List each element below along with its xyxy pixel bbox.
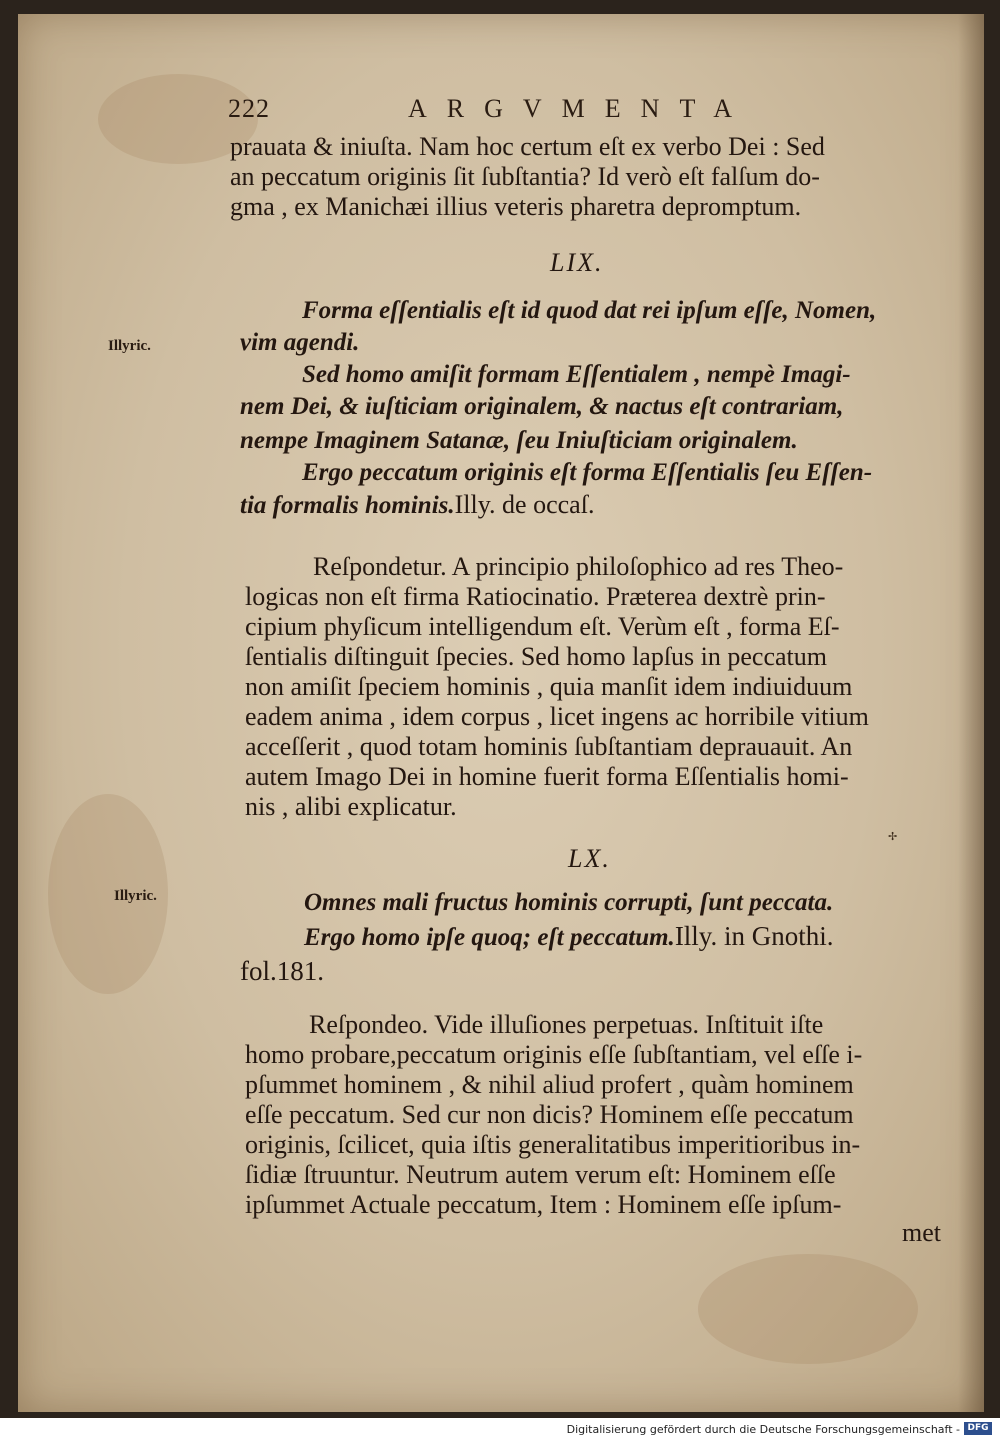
response-line: homo probare,peccatum originis eſſe ſubſtantiam, vel eſſe i- [245, 1040, 863, 1069]
response-line: ipſummet Actuale peccatum, Item : Hominem eſſe ipſum- [245, 1190, 842, 1219]
argument-line: Forma eſſentialis eſt id quod dat rei ipſum eſſe, Nomen, [302, 297, 877, 324]
argument-italic-text: Ergo homo ipſe quoq; eſt peccatum. [304, 924, 675, 951]
argument-line: vim agendi. [240, 329, 360, 356]
funding-credit: Digitalisierung gefördert durch die Deutsche Forschungsgemeinschaft - [566, 1423, 960, 1436]
response-line: ſentialis diſtinguit ſpecies. Sed homo lapſus in peccatum [245, 642, 828, 671]
response-line: originis, ſcilicet, quia iſtis generalitatibus imperitioribus in- [245, 1130, 861, 1159]
response-line: acceſſerit , quod totam hominis ſubſtantiam deprauauit. An [245, 732, 853, 761]
text-line: gma , ex Manichæi illius veteris pharetra depromptum. [230, 192, 802, 221]
margin-note: Illyric. [108, 338, 151, 354]
dfg-logo: DFG [964, 1422, 992, 1435]
response-lix [245, 552, 869, 822]
argument-line-conclusion [240, 488, 876, 522]
argument-lix [240, 296, 876, 522]
response-line: eſſe peccatum. Sed cur non dicis? Hominem eſſe peccatum [245, 1100, 854, 1129]
response-line: Reſpondetur. A principio philoſophico ad res Theo- [313, 552, 844, 581]
response-lx [245, 1010, 862, 1220]
page-header [228, 94, 758, 130]
citation-text: fol.181. [240, 956, 324, 986]
argument-line: Ergo peccatum originis eſt forma Eſſentialis ſeu Eſſen- [302, 459, 873, 486]
response-line: nis , alibi explicatur. [245, 792, 457, 821]
argument-line: Sed homo amiſit formam Eſſentialem , nempè Imagi- [302, 361, 851, 388]
argument-line: nem Dei, & iuſticiam originalem, & nactus eſt contrariam, [240, 393, 844, 420]
page-number: 222 [228, 94, 270, 123]
catchword: met [902, 1218, 941, 1247]
response-line: non amiſit ſpeciem hominis , quia manſit idem indiuiduum [245, 672, 853, 701]
paper-stain [698, 1254, 918, 1364]
section-heading-lix: LIX. [550, 248, 604, 277]
response-line: pſummet hominem , & nihil aliud profert , quàm hominem [245, 1070, 854, 1099]
argument-italic-text: tia formalis hominis. [240, 492, 455, 519]
page-edge [958, 14, 984, 1412]
response-line: cipium phyſicum intelligendum eſt. Verùm eſt , forma Eſ- [245, 612, 840, 641]
margin-note: Illyric. [114, 888, 157, 904]
printer-ornament-icon: ✢ [888, 830, 898, 843]
text-line: an peccatum originis ſit ſubſtantia? Id verò eſt falſum do- [230, 162, 820, 191]
running-head: ARGVMENTA [408, 94, 753, 123]
argument-line: nempe Imaginem Satanæ, ſeu Iniuſticiam originalem. [240, 427, 798, 454]
citation-text: Illy. de occaſ. [454, 490, 595, 519]
argument-line-conclusion [240, 918, 834, 954]
response-line: logicas non eſt firma Ratiocinatio. Præterea dextrè prin- [245, 582, 826, 611]
response-line: ſidiæ ſtruuntur. Neutrum autem verum eſt: Hominem eſſe [245, 1160, 836, 1189]
section-heading-lx: LX. [568, 844, 611, 873]
opening-paragraph [230, 132, 825, 222]
digitization-footer [0, 1418, 1000, 1440]
response-line: eadem anima , idem corpus , licet ingens ac horribile vitium [245, 702, 869, 731]
response-line: autem Imago Dei in homine fuerit forma Eſſentialis homi- [245, 762, 849, 791]
response-line: Reſpondeo. Vide illuſiones perpetuas. Inſtituit iſte [309, 1010, 824, 1039]
argument-line: Omnes mali fructus hominis corrupti, ſunt peccata. [304, 889, 834, 916]
text-line: prauata & iniuſta. Nam hoc certum eſt ex verbo Dei : Sed [230, 132, 825, 161]
citation-text: Illy. in Gnothi. [674, 921, 834, 951]
argument-lx [240, 888, 834, 988]
